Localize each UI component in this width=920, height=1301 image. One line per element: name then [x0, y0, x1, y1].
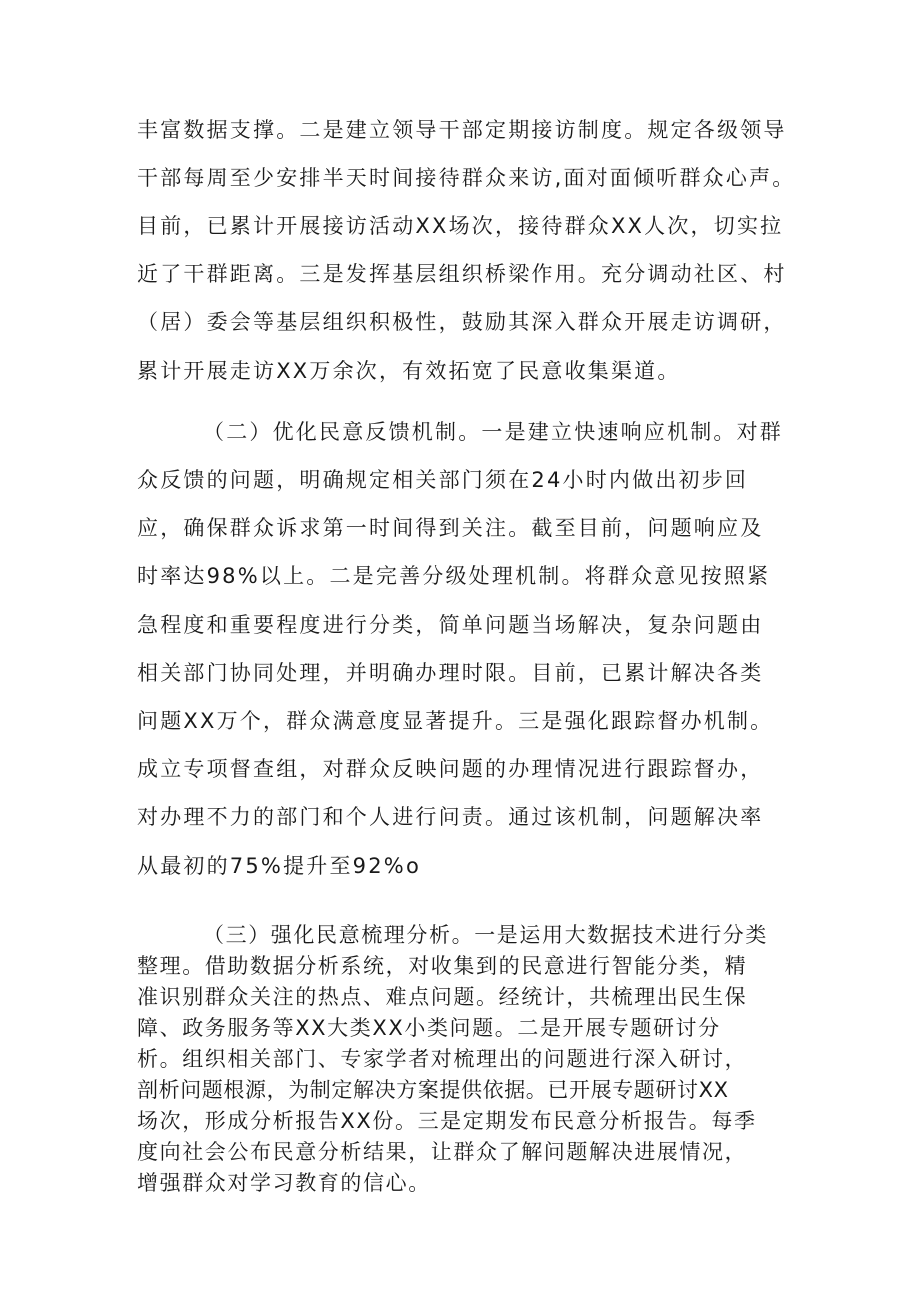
paragraph-line: 准识别群众关注的热点、难点问题。经统计，共梳理出民生保 [137, 985, 748, 1009]
paragraph-line: 对办理不力的部门和个人进行问责。通过该机制，问题解决率 [137, 805, 764, 829]
paragraph-line: 问题XX万个，群众满意度显著提升。三是强化跟踪督办机制。 [137, 709, 774, 733]
paragraph-line: 时率达98%以上。二是完善分级处理机制。将群众意见按照紧 [137, 564, 771, 588]
paragraph-line: 成立专项督查组，对群众反映问题的办理情况进行跟踪督办， [137, 757, 764, 781]
paragraph-line: 相关部门协同处理，并明确办理时限。目前，已累计解决各类 [137, 661, 764, 685]
paragraph-line: 干部每周至少安排半天时间接待群众来访,面对面倾听群众心声。 [137, 166, 796, 190]
paragraph-line: 场次，形成分析报告XX份。三是定期发布民意分析报告。每季 [137, 1109, 757, 1133]
paragraph-line: 增强群众对学习教育的信心。 [137, 1171, 431, 1195]
paragraph-line: 目前，已累计开展接访活动XX场次，接待群众XX人次，切实拉 [137, 214, 784, 238]
paragraph-line: （居）委会等基层组织积极性，鼓励其深入群众开展走访调研， [137, 310, 787, 334]
paragraph-line: 剖析问题根源，为制定解决方案提供依据。已开展专题研讨XX [137, 1078, 729, 1102]
paragraph-line: 从最初的75%提升至92%o [137, 854, 421, 878]
section-heading-line: （二）优化民意反馈机制。一是建立快速响应机制。对群 [203, 420, 783, 444]
paragraph-line: 急程度和重要程度进行分类，简单问题当场解决，复杂问题由 [137, 613, 764, 637]
paragraph-line: 丰富数据支撑。二是建立领导干部定期接访制度。规定各级领导 [137, 118, 787, 142]
paragraph-line: 障、政务服务等XX大类XX小类问题。二是开展专题研讨分 [137, 1016, 721, 1040]
paragraph-line: 累计开展走访XX万余次，有效拓宽了民意收集渠道。 [137, 359, 681, 383]
paragraph-line: 应，确保群众诉求第一时间得到关注。截至目前，问题响应及 [137, 516, 764, 540]
paragraph-line: 析。组织相关部门、专家学者对梳理出的问题进行深入研讨， [137, 1047, 748, 1071]
paragraph-line: 度向社会公布民意分析结果，让群众了解问题解决进展情况， [137, 1140, 748, 1164]
paragraph-line: 众反馈的问题，明确规定相关部门须在24小时内做出初步回 [137, 468, 749, 492]
paragraph-line: 近了干群距离。三是发挥基层组织桥梁作用。充分调动社区、村 [137, 262, 787, 286]
section-heading-line: （三）强化民意梳理分析。一是运用大数据技术进行分类 [203, 923, 768, 947]
paragraph-line: 整理。借助数据分析系统，对收集到的民意进行智能分类，精 [137, 954, 748, 978]
